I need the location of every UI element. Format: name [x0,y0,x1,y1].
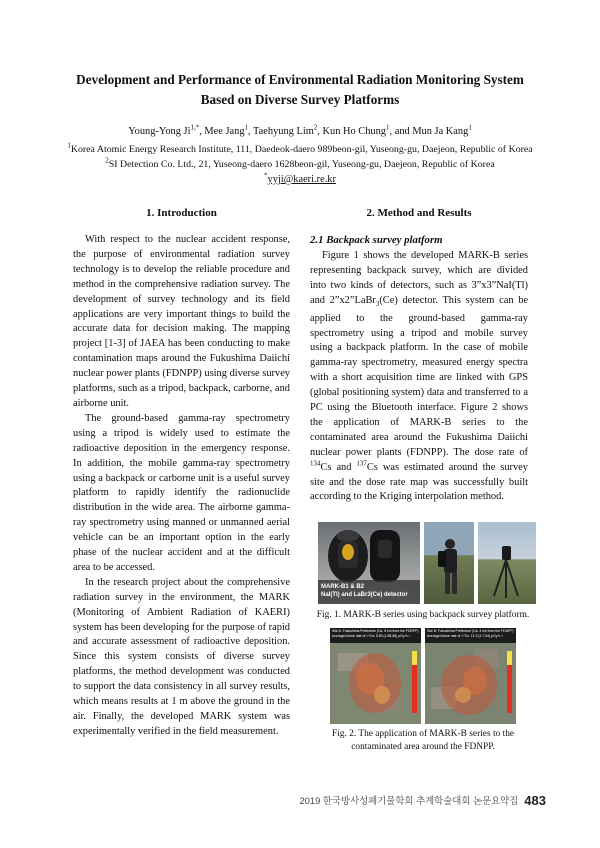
figure-1-caption: Fig. 1. MARK-B series using backpack survey platform. [316,610,530,620]
site-a-map-image [330,643,421,724]
author-name: Mun Ja Kang [412,126,469,137]
author-sep: , and [389,126,413,137]
author-sup: 2 [313,123,318,132]
surveyor-figure [424,522,474,604]
site-b-map-image [425,643,516,724]
figure-2-caption [310,728,536,754]
figure-1-label [321,583,408,599]
page-footer [299,793,546,808]
author-name: Taehyung Lim [253,126,314,137]
method-paragraph-1 [310,249,528,505]
affiliation-1-sup: 1 [67,141,71,150]
figure-2-caption-line-1: Fig. 2. The application of MARK-B series to the [331,729,515,739]
site-b-title-line-2: Averaged dose rate of ¹³⁷Cs: 12.3 (4.7-94) μGy·h⁻¹ [427,634,504,638]
author-list [40,124,560,139]
figure-1 [318,522,536,604]
affiliation-1 [40,142,560,157]
figure-1-label-line-2: NaI(Tl) and LaBr3(Ce) detector [321,592,408,598]
dose-map-site-a [330,628,421,724]
author-name: Mee Jang [204,126,245,137]
journal-name: 2019 한국방사성폐기물학회 추계학술대회 논문요약집 [299,795,519,806]
intro-paragraph-3: In the research project about the comprehensive radiation survey in the environment, the MARK (Monitoring of Ambient Radiation of KAERI) system has been developing for the purpose of rapid and accurate assessment of radioactive deposition. Since this system consists of diverse survey platforms, the method development was conducted to support the data consistency in all survey results, which means results at 1 m above the ground in the air. Finally, the developed MARK system was experimentally verified in the field measurement. [73,576,290,737]
corresponding-email [40,172,560,187]
affiliation-2-text: SI Detection Co. Ltd., 21, Yuseong-daero 1628beon-gil, Yuseong-gu, Daejeon, Republic of Korea [108,159,495,170]
site-b-title [425,628,516,643]
affiliation-2 [40,157,560,172]
tripod-image [478,522,536,604]
method-text-b: (Ce) detector. This system can be applied to the ground-based gamma-ray spectrometry using a tripod and mobile survey using a backpack platform. In the case of mobile gamma-ray spectrometry, measured energy spectra with a short acquisition time are linked with GPS (global positioning system) data and transferred to a PC using the Bluetooth interface. Figure 2 shows the application of MARK-B series to the contaminated area around the Fukushima Daiichi nuclear power plants (FDNPP). The dose rate of [310,294,529,458]
isotope-1-sup: 134 [310,459,321,468]
isotope-2-text: Cs was estimated around the survey site and the dose rate map was successfully built according to the Kriging interpolation method. [310,461,528,503]
site-a-title-line-1: Site A: Fukushima Prefecture (Ca. 8 km from the FDNPP) [332,629,419,633]
affiliation-2-sup: 2 [105,156,109,165]
intro-paragraph-1: With respect to the nuclear accident response, the purpose of environmental radiation survey technology is to develop the reliable procedure and method in the comprehensive radiation survey. The development of survey technology and its field applications are very important things to build the accurate data for decision making. The mapping project [1-3] of JAEA has been conducting to make contamination maps around the Fukushima Daiichi nuclear power plants (FDNPP) using diverse survey platforms, such as a tripod, backpack, carborne, and airborne unit. [73,234,290,409]
author-sup: 1,* [190,123,200,132]
author-name: Young-Yong Ji [128,126,191,137]
subsection-heading: 2.1 Backpack survey platform [310,234,443,246]
detector-photo [318,522,420,604]
field-survey-photo [424,522,474,604]
method-column [310,233,528,505]
intro-heading: 1. Introduction [146,207,217,219]
method-heading: 2. Method and Results [366,207,472,219]
figure-2 [330,628,516,724]
author-sup: 1 [244,123,249,132]
email-link[interactable]: yyji@kaeri.re.kr [267,174,336,185]
author-sep: , [199,126,205,137]
affiliation-1-text: Korea Atomic Energy Research Institute, 111, Daedeok-daero 989beon-gil, Yuseong-gu, Daejeon, Republic of Korea [70,144,533,155]
figure-1-label-line-1: MARK-B1 & B2 [321,584,365,590]
title-line-2: Based on Diverse Survey Platforms [200,92,400,107]
page-number: 483 [524,793,546,808]
intro-column [73,233,290,740]
dose-map-site-b [425,628,516,724]
title-line-1: Development and Performance of Environmental Radiation Monitoring System [76,72,524,87]
site-a-title [330,628,421,643]
author-block [40,124,560,187]
isotope-1-text: Cs and [320,461,357,473]
author-sep: , [317,126,323,137]
author-sup: 1 [468,123,472,132]
intro-paragraph-2: The ground-based gamma-ray spectrometry using a tripod is widely used to estimate the radioactive deposition in the emergency response. In addition, the mobile gamma-ray spectrometry using a backpack or carborne unit is a useful survey platform to rapidly identify the radionuclide distribution in the wide area. The airborne gamma-ray spectrometry using manned or unmanned aerial vehicle can be an important option in the early phase of the nuclear accident and at the difficult area to be accessed. [73,412,290,573]
method-subscript: 3 [375,299,380,308]
author-sup: 1 [386,123,390,132]
site-b-title-line-1: Site B: Fukushima Prefecture (Ca. 4 km from the FDNPP) [427,629,514,633]
author-name: Kun Ho Chung [322,126,387,137]
tripod-photo [478,522,536,604]
email-sup: * [264,171,268,180]
paper-title [60,70,540,110]
author-sep: , [248,126,254,137]
figure-2-caption-line-2: contaminated area around the FDNPP. [351,742,495,752]
method-text-a: Figure 1 shows the developed MARK-B series representing backpack survey, which are divided into two kinds of detectors, such as 3”x3”NaI(Tl) and 2”x2”LaBr [310,249,528,306]
site-a-title-line-2: Averaged dose rate of ¹³⁴Cs: 5.80 (1.88-88) μGy·h⁻¹ [332,634,411,638]
isotope-2-sup: 137 [356,459,367,468]
